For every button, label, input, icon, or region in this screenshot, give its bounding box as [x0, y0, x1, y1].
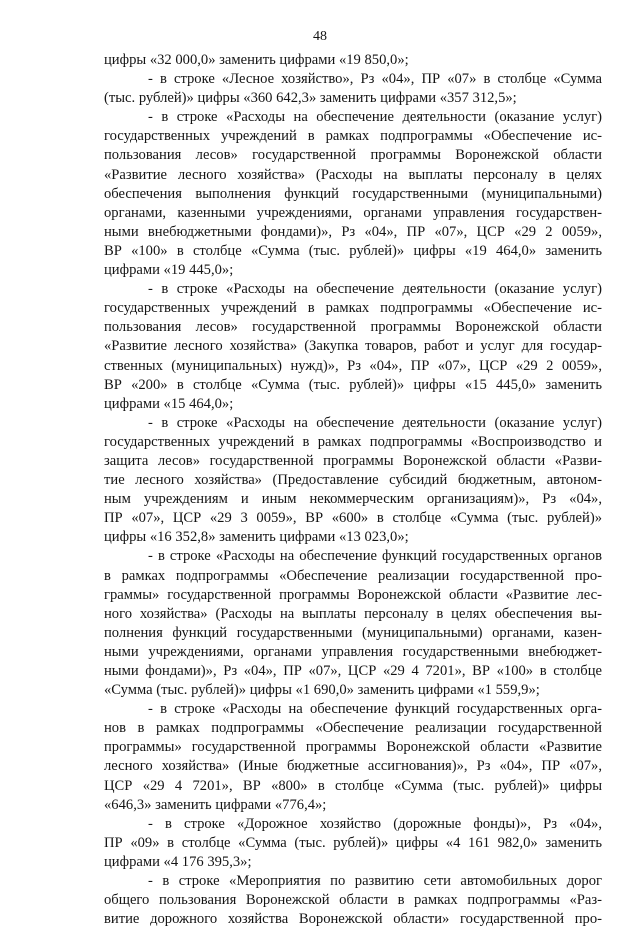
- text-line: ными фондами)», Рз «04», ПР «07», ЦСР «29 4 7201», ВР «100» в столбце: [104, 663, 602, 679]
- text-line: - в строке «Расходы на обеспечение деятельности (оказание услуг): [148, 109, 602, 126]
- page-number: 48: [313, 29, 327, 44]
- text-line: пользования лесов» государственной программы Воронежской области: [104, 319, 602, 336]
- text-line: обеспечения выполнения функций государственными (муниципальными): [104, 185, 602, 202]
- text-line: цифрами «19 445,0»;: [104, 262, 234, 279]
- text-line: - в строке «Расходы на обеспечение деятельности (оказание услуг): [148, 414, 602, 431]
- text-line: - в строке «Дорожное хозяйство (дорожные фонды)», Рз «04»,: [148, 815, 602, 832]
- text-line: нов в рамках подпрограммы «Обеспечение реализации государственной: [104, 720, 602, 737]
- text-line: - в строке «Лесное хозяйство», Рз «04», ПР «07» в столбце «Сумма: [148, 71, 602, 88]
- text-line: граммы» государственной программы Воронежской области «Развитие лес-: [104, 586, 602, 603]
- text-line: программы» государственной программы Воронежской области «Развитие: [104, 739, 602, 756]
- document-body: [104, 51, 602, 929]
- text-line: ными учреждениями, органами управления государственными внебюджет-: [104, 643, 602, 660]
- text-line: защита лесов» государственной программы Воронежской области «Разви-: [104, 452, 602, 469]
- text-line: цифрами «4 176 395,3»;: [104, 853, 252, 870]
- text-line: государственных учреждений в рамках подпрограммы «Обеспечение ис-: [104, 128, 602, 145]
- text-line: ным учреждениям и иным некоммерческим организациям)», Рз «04»,: [104, 491, 602, 508]
- text-line: витие дорожного хозяйства Воронежской области» государственной про-: [104, 911, 602, 928]
- text-line: «Развитие лесного хозяйства» (Закупка товаров, работ и услуг для государ-: [104, 338, 602, 355]
- text-line: государственных учреждений в рамках подпрограммы «Воспроизводство и: [104, 433, 602, 450]
- text-line: - в строке «Мероприятия по развитию сети автомобильных дорог: [148, 873, 602, 890]
- text-line: ЦСР «29 4 7201», ВР «800» в столбце «Сумма (тыс. рублей)» цифры: [104, 777, 602, 794]
- text-line: - в строке «Расходы на обеспечение функций государственных орга-: [148, 701, 602, 718]
- text-line: - в строке «Расходы на обеспечение функций государственных органов: [148, 548, 602, 565]
- text-line: лесного хозяйства» (Иные бюджетные ассигнования)», Рз «04», ПР «07»,: [104, 758, 602, 775]
- text-line: «Развитие лесного хозяйства» (Расходы на выплаты персоналу в целях: [104, 166, 602, 183]
- text-line: ПР «09» в столбце «Сумма (тыс. рублей)» цифры «4 161 982,0» заменить: [104, 834, 602, 851]
- text-line: ственных (муниципальных) нужд)», Рз «04», ПР «07», ЦСР «29 2 0059»,: [104, 357, 602, 374]
- text-line: ными внебюджетными фондами)», Рз «04», ПР «07», ЦСР «29 2 0059»,: [104, 223, 602, 240]
- text-line: «646,3» заменить цифрами «776,4»;: [104, 796, 327, 813]
- text-line: цифры «16 352,8» заменить цифрами «13 023,0»;: [104, 529, 409, 546]
- text-line: пользования лесов» государственной программы Воронежской области: [104, 147, 602, 164]
- text-line: полнения функций государственными (муниципальными) органами, казен-: [104, 624, 602, 641]
- text-line: ВР «100» в столбце «Сумма (тыс. рублей)» цифры «19 464,0» заменить: [104, 242, 602, 259]
- text-line: - в строке «Расходы на обеспечение деятельности (оказание услуг): [148, 281, 602, 298]
- text-line: государственных учреждений в рамках подпрограммы «Обеспечение ис-: [104, 300, 602, 317]
- text-line: органами, казенными учреждениями, органами управления государствен-: [104, 204, 602, 221]
- text-line: ного хозяйства» (Расходы на выплаты персоналу в целях обеспечения вы-: [104, 605, 602, 622]
- text-line: «Сумма (тыс. рублей)» цифры «1 690,0» заменить цифрами «1 559,9»;: [104, 682, 540, 699]
- text-line: общего пользования Воронежской области в рамках подпрограммы «Раз-: [104, 892, 602, 909]
- text-line: цифры «32 000,0» заменить цифрами «19 850,0»;: [104, 52, 409, 68]
- text-line: (тыс. рублей)» цифры «360 642,3» заменить цифрами «357 312,5»;: [104, 90, 517, 107]
- text-line: цифрами «15 464,0»;: [104, 395, 234, 412]
- text-line: ПР «07», ЦСР «29 3 0059», ВР «600» в столбце «Сумма (тыс. рублей)»: [104, 510, 602, 527]
- text-line: в рамках подпрограммы «Обеспечение реализации государственной про-: [104, 567, 602, 584]
- text-line: тие лесного хозяйства» (Предоставление субсидий бюджетным, автоном-: [104, 472, 602, 489]
- text-line: ВР «200» в столбце «Сумма (тыс. рублей)» цифры «15 445,0» заменить: [104, 376, 602, 393]
